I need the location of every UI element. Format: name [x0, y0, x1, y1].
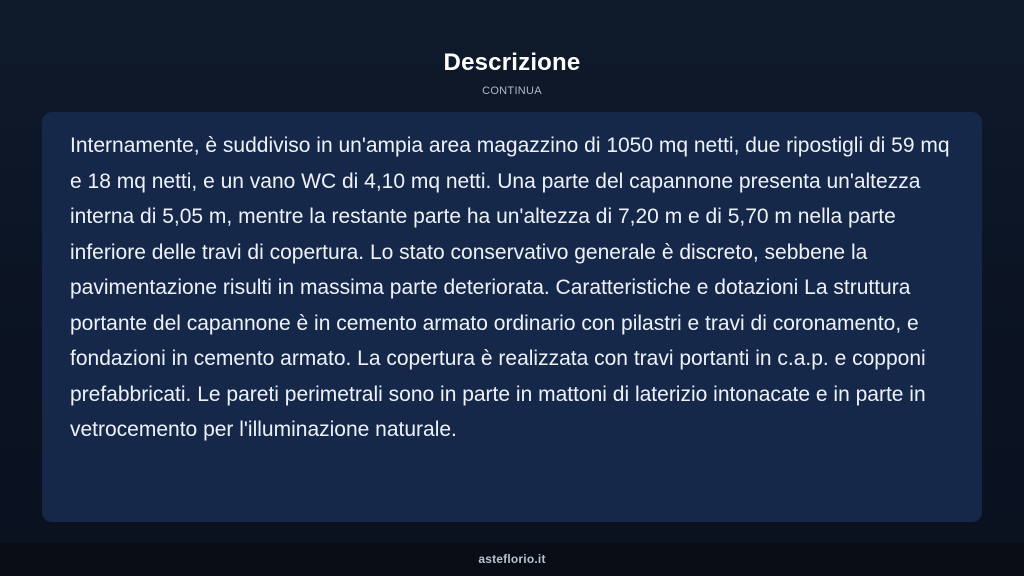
footer-site-label: asteflorio.it	[478, 552, 546, 566]
description-text: Internamente, è suddiviso in un'ampia area magazzino di 1050 mq netti, due ripostigli di 59 mq e 18 mq netti, e un vano WC di 4,10 mq netti. Una parte del capannone presenta un'altezza interna di 5,05 m, mentre la restante parte ha un'altezza di 7,20 m e di 5,70 m nella parte inferiore delle travi di copertura. Lo stato conservativo generale è discreto, sebbene la pavimentazione risulti in massima parte deteriorata. Caratteristiche e dotazioni La struttura portante del capannone è in cemento armato ordinario con pilastri e travi di coronamento, e fondazioni in cemento armato. La copertura è realizzata con travi portanti in c.a.p. e copponi prefabbricati. Le pareti perimetrali sono in parte in mattoni di laterizio intonacate e in parte in vetrocemento per l'illuminazione naturale.	[70, 134, 950, 441]
description-card	[42, 112, 982, 522]
page-subtitle: CONTINUA	[482, 85, 542, 97]
page-title: Descrizione	[443, 49, 581, 76]
page-header	[0, 48, 1024, 98]
footer	[0, 543, 1024, 576]
